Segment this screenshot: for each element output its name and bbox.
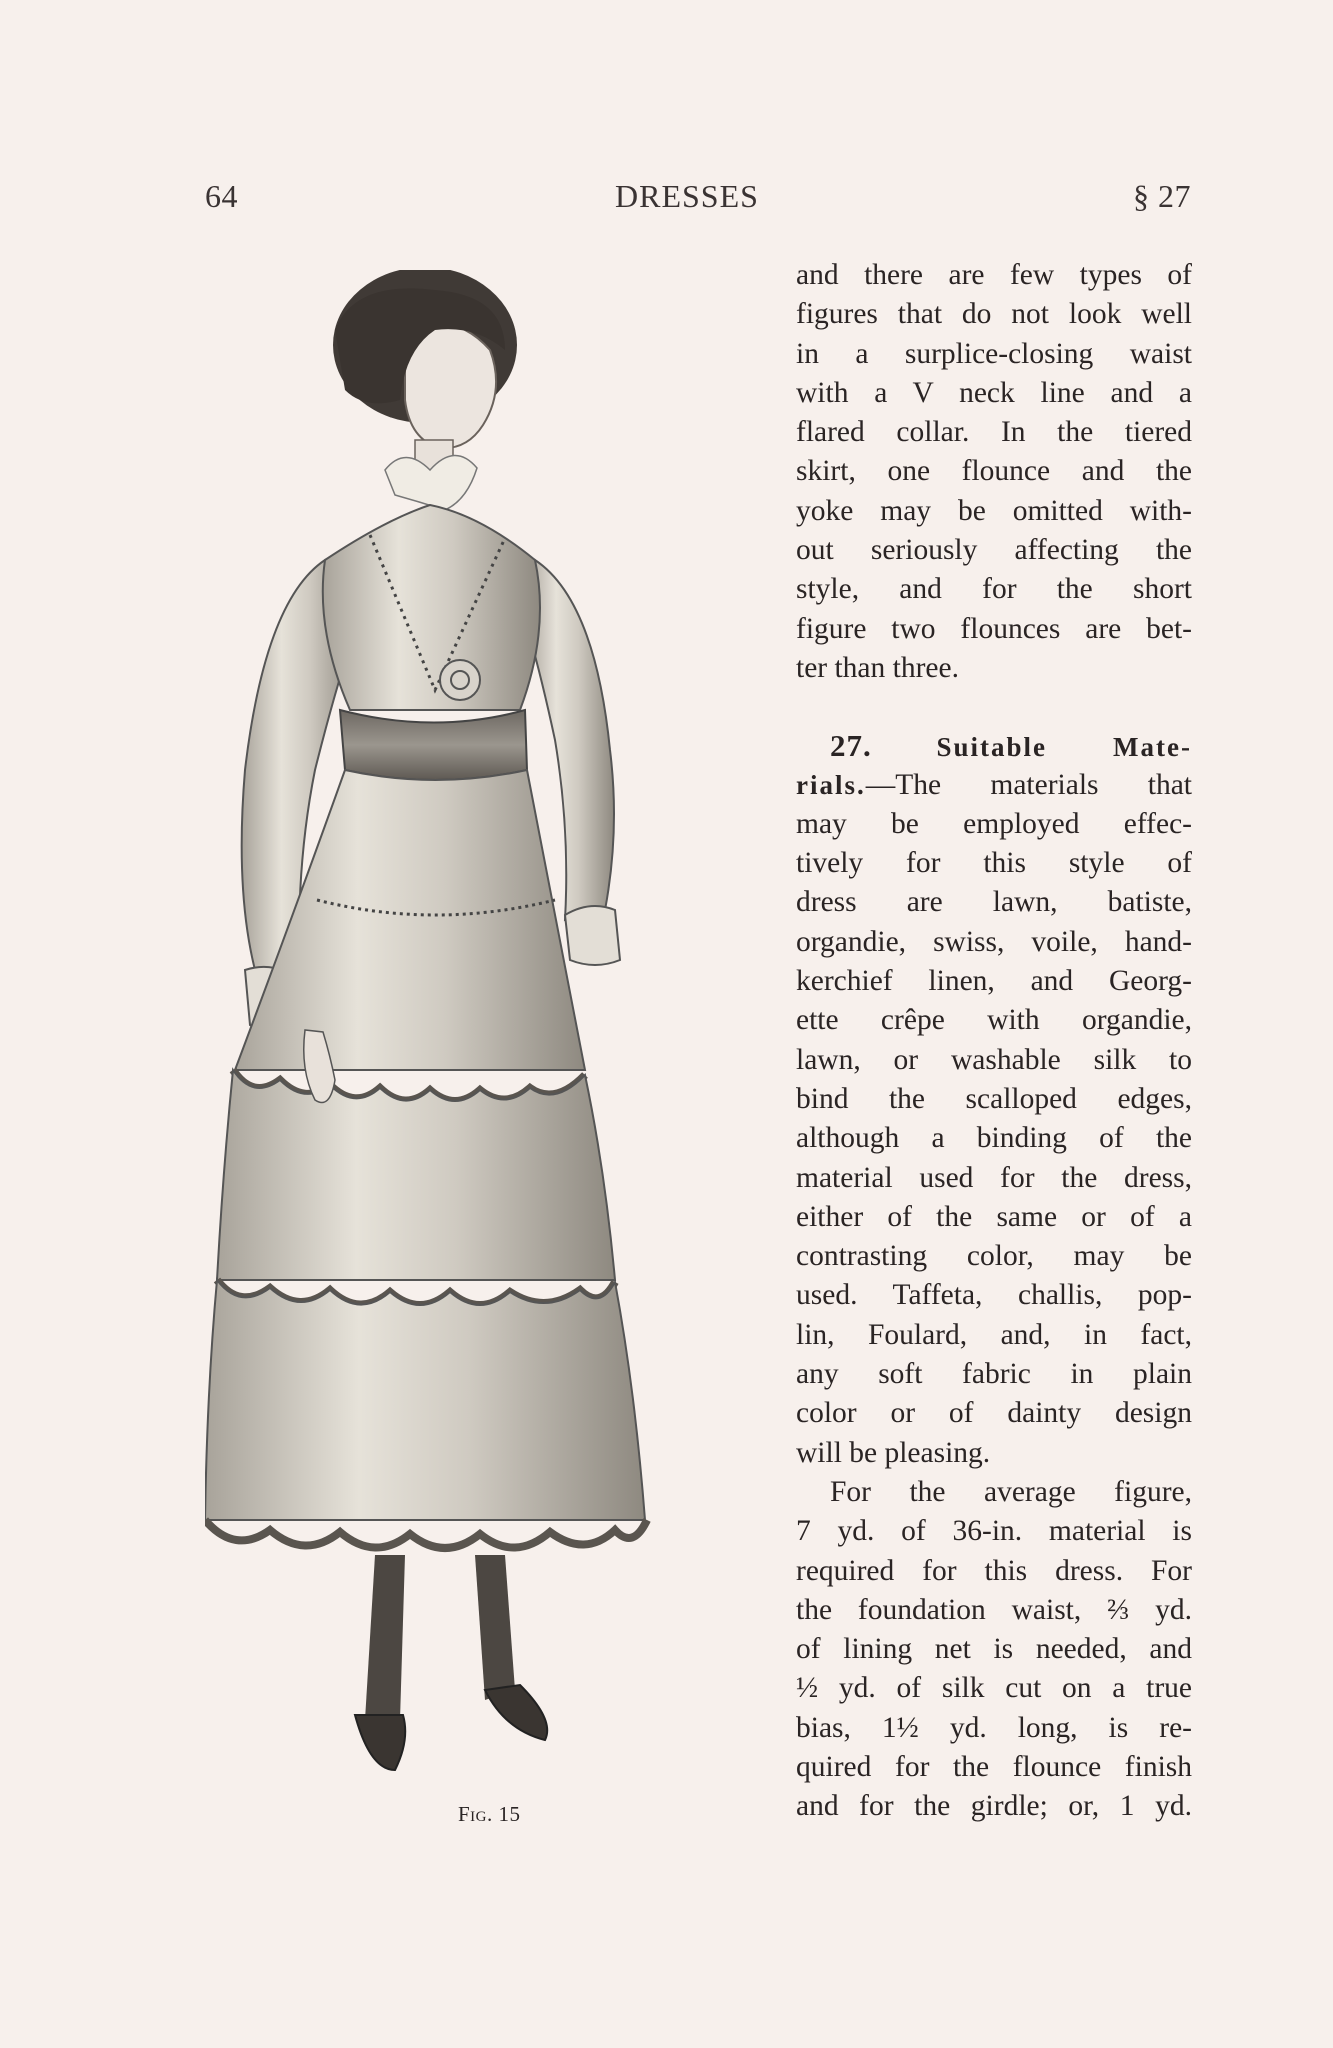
text-line: figures that do not look well — [796, 298, 1192, 331]
text-line: the foundation waist, ⅔ yd. — [796, 1593, 1192, 1626]
text-line: will be pleasing. — [796, 1436, 991, 1469]
text-line: skirt, one flounce and the — [796, 455, 1192, 488]
text-line: tively for this style of — [796, 847, 1192, 880]
running-title: DRESSES — [615, 178, 759, 214]
text-line: ½ yd. of silk cut on a true — [796, 1672, 1192, 1705]
text-fragment: —The materials that — [865, 768, 1192, 801]
text-line: material used for the dress, — [796, 1161, 1192, 1194]
text-line: may be employed effec- — [796, 807, 1192, 840]
text-line: required for this dress. For — [796, 1554, 1192, 1587]
text-line: in a surplice-closing waist — [796, 337, 1192, 370]
text-line: flared collar. In the tiered — [796, 416, 1192, 449]
text-line: organdie, swiss, voile, hand- — [796, 925, 1192, 958]
text-line: out seriously affecting the — [796, 534, 1192, 567]
text-line: although a binding of the — [796, 1122, 1192, 1155]
text-line: lawn, or washable silk to — [796, 1043, 1192, 1076]
section-heading-line — [796, 726, 1192, 765]
text-line: kerchief linen, and Georg- — [796, 965, 1192, 998]
text-line: ter than three. — [796, 651, 959, 684]
text-line: either of the same or of a — [796, 1200, 1192, 1233]
paragraph-continuation — [796, 256, 1192, 688]
text-line: bias, 1½ yd. long, is re- — [796, 1711, 1192, 1744]
paragraph-yardage — [796, 1473, 1192, 1827]
section-heading: Suitable Mate- — [936, 732, 1192, 763]
text-line: For the average figure, — [830, 1475, 1192, 1508]
page-number: 64 — [205, 178, 238, 214]
section-heading-cont: rials. — [796, 769, 866, 800]
section-27 — [796, 726, 1192, 1473]
text-line: used. Taffeta, challis, pop- — [796, 1279, 1192, 1312]
text-line: contrasting color, may be — [796, 1240, 1192, 1273]
text-line: color or of dainty design — [796, 1397, 1192, 1430]
text-line: any soft fabric in plain — [796, 1358, 1192, 1391]
text-line: figure two flounces are bet- — [796, 612, 1192, 645]
text-line: with a V neck line and a — [796, 376, 1192, 409]
page-header — [205, 178, 1191, 218]
text-line: bind the scalloped edges, — [796, 1082, 1192, 1115]
text-column — [796, 256, 1192, 1827]
section-number: 27. — [830, 728, 872, 764]
dress-illustration — [205, 270, 795, 1800]
text-line: of lining net is needed, and — [796, 1633, 1192, 1666]
text-line: 7 yd. of 36-in. material is — [796, 1515, 1192, 1548]
text-line — [796, 766, 1192, 805]
text-line: yoke may be omitted with- — [796, 494, 1192, 527]
figure-caption: Fig. 15 — [458, 1802, 521, 1826]
text-line: style, and for the short — [796, 573, 1192, 606]
text-line: ette crêpe with organdie, — [796, 1004, 1192, 1037]
section-marker: § 27 — [1133, 178, 1191, 214]
text-line: dress are lawn, batiste, — [796, 886, 1192, 919]
text-line: quired for the flounce finish — [796, 1750, 1192, 1783]
text-line: and there are few types of — [796, 259, 1192, 291]
text-line: and for the girdle; or, 1 yd. — [796, 1790, 1192, 1823]
text-line: lin, Foulard, and, in fact, — [796, 1318, 1192, 1351]
